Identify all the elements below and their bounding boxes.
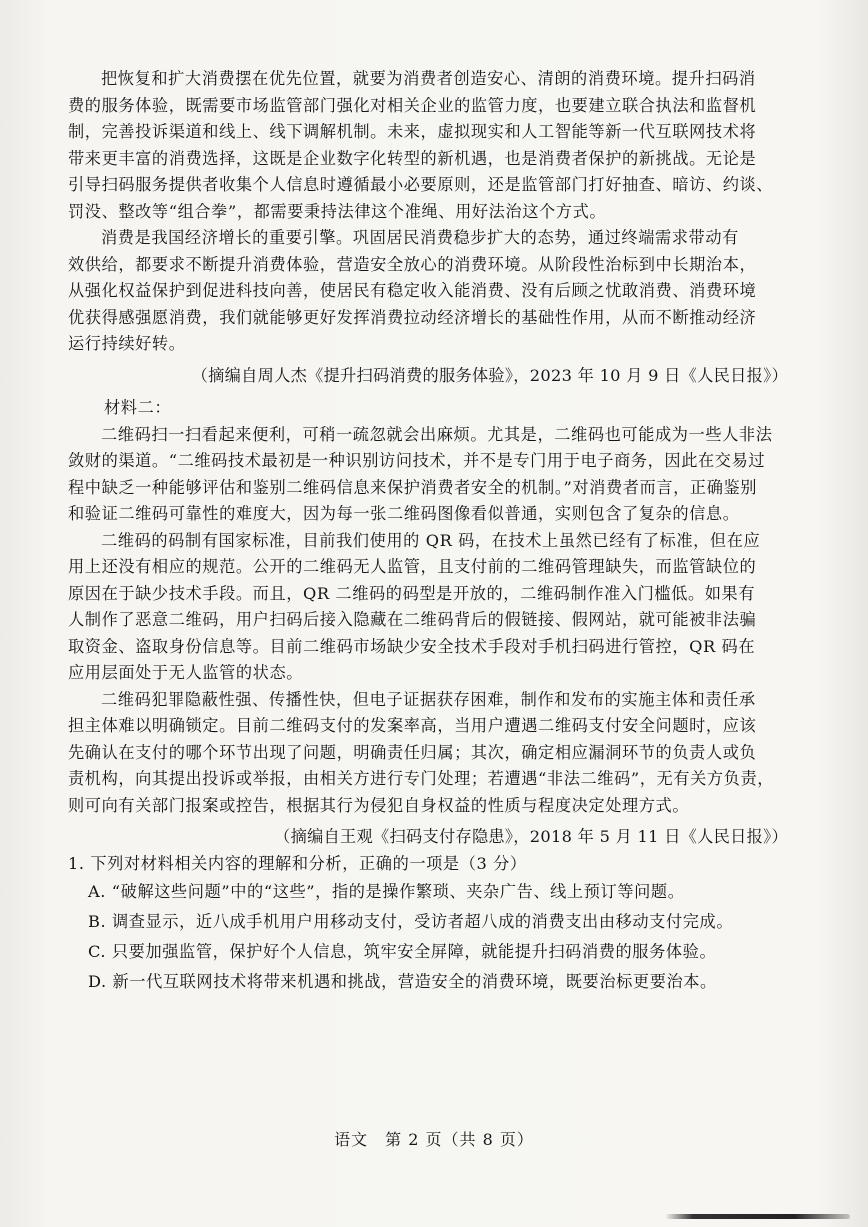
paragraph-3	[68, 422, 788, 528]
article-body	[68, 66, 788, 997]
material-2-heading: 材料二：	[104, 398, 172, 417]
scan-edge-mark	[665, 1214, 850, 1219]
paragraph-5	[68, 687, 788, 820]
option-c: C. 只要加强监管，保护好个人信息，筑牢安全屏障，就能提升扫码消费的服务体验。	[88, 942, 717, 961]
text-line: 取资金、盗取身份信息等。目前二维码市场缺少安全技术手段对手机扫码进行管控，QR 码在	[68, 636, 756, 656]
source-citation-2: （摘编自王观《扫码支付存隐患》，2018 年 5 月 11 日《人民日报》）	[274, 827, 788, 846]
text-line: 带来更丰富的消费选择，这既是企业数字化转型的新机遇，也是消费者保护的新挑战。无论是	[68, 148, 757, 168]
text-line: 人制作了恶意二维码，用户扫码后接入隐藏在二维码背后的假链接、假网站，就可能被非法骗	[68, 610, 757, 629]
question-1-options	[68, 877, 788, 997]
paragraph-4	[68, 528, 788, 687]
text-line: 效供给，都要求不断提升消费体验，营造安全放心的消费环境。从阶段性治标到中长期治本，	[68, 254, 757, 274]
text-line: 程中缺乏一种能够评估和鉴别二维码信息来保护消费者安全的机制。”对消费者而言，正确鉴别	[68, 477, 758, 497]
text-line: 二维码扫一扫看起来便利，可稍一疏忽就会出麻烦。尤其是，二维码也可能成为一些人非法	[101, 424, 773, 444]
text-line: 用上还没有相应的规范。公开的二维码无人监管，且支付前的二维码管理缺失，而监管缺位的	[68, 557, 757, 576]
text-line: 运行持续好转。	[68, 334, 186, 353]
text-line: 消费是我国经济增长的重要引擎。巩固居民消费稳步扩大的态势，通过终端需求带动有	[101, 228, 739, 247]
page-footer: 语文 第 2 页（共 8 页）	[334, 1130, 534, 1149]
paragraph-2	[68, 225, 788, 358]
option-a: A. “破解这些问题”中的“这些”，指的是操作繁琐、夹杂广告、线上预订等问题。	[88, 882, 685, 901]
text-line: 先确认在支付的哪个环节出现了问题，明确责任归属；其次，确定相应漏洞环节的负责人或负	[68, 742, 757, 762]
text-line: 优获得感强愿消费，我们就能够更好发挥消费拉动经济增长的基础性作用，从而不断推动经济	[68, 307, 757, 327]
question-1-stem: 1. 下列对材料相关内容的理解和分析，正确的一项是（3 分）	[68, 853, 527, 873]
text-line: 把恢复和扩大消费摆在优先位置，就要为消费者创造安心、清朗的消费环境。提升扫码消	[101, 69, 756, 88]
text-line: 费的服务体验，既需要市场监管部门强化对相关企业的监管力度，也要建立联合执法和监督机	[68, 95, 757, 115]
paragraph-1	[68, 66, 788, 225]
text-line: 从强化权益保护到促进科技向善，使居民有稳定收入能消费、没有后顾之忧敢消费、消费环境	[68, 281, 757, 300]
text-line: 原因在于缺少技术手段。而且，QR 二维码的码型是开放的，二维码制作准入门槛低。如果有	[68, 583, 756, 603]
text-line: 二维码犯罪隐蔽性强、传播性快，但电子证据获存困难，制作和发布的实施主体和责任承	[101, 689, 756, 709]
option-d: D. 新一代互联网技术将带来机遇和挑战，营造安全的消费环境，既要治标更要治本。	[88, 972, 717, 991]
text-line: 罚没、整改等“组合拳”，都需要秉持法律这个准绳、用好法治这个方式。	[68, 201, 607, 221]
text-line: 应用层面处于无人监管的状态。	[68, 663, 304, 682]
text-line: 引导扫码服务提供者收集个人信息时遵循最小必要原则，还是监管部门打好抽查、暗访、约谈、	[68, 175, 774, 194]
text-line: 制，完善投诉渠道和线上、线下调解机制。未来，虚拟现实和人工智能等新一代互联网技术将	[68, 122, 757, 141]
source-citation-1: （摘编自周人杰《提升扫码消费的服务体验》，2023 年 10 月 9 日《人民日报》）	[191, 365, 788, 385]
text-line: 和验证二维码可靠性的难度大，因为每一张二维码图像看似普通，实则包含了复杂的信息。	[68, 504, 740, 523]
text-line: 则可向有关部门报案或控告，根据其行为侵犯自身权益的性质与程度决定处理方式。	[68, 795, 690, 815]
text-line: 责机构，向其提出投诉或举报，由相关方进行专门处理；若遭遇“非法二维码”，无有关方负责，	[68, 769, 775, 788]
text-line: 二维码的码制有国家标准，目前我们使用的 QR 码，在技术上虽然已经有了标准，但在应	[101, 530, 761, 550]
text-line: 敛财的渠道。“二维码技术最初是一种识别访问技术，并不是专门用于电子商务，因此在交易过	[68, 451, 766, 470]
option-b: B. 调查显示，近八成手机用户用移动支付，受访者超八成的消费支出由移动支付完成。	[88, 912, 734, 931]
text-line: 担主体难以明确锁定。目前二维码支付的发案率高，当用户遭遇二维码支付安全问题时，应该	[68, 716, 757, 735]
